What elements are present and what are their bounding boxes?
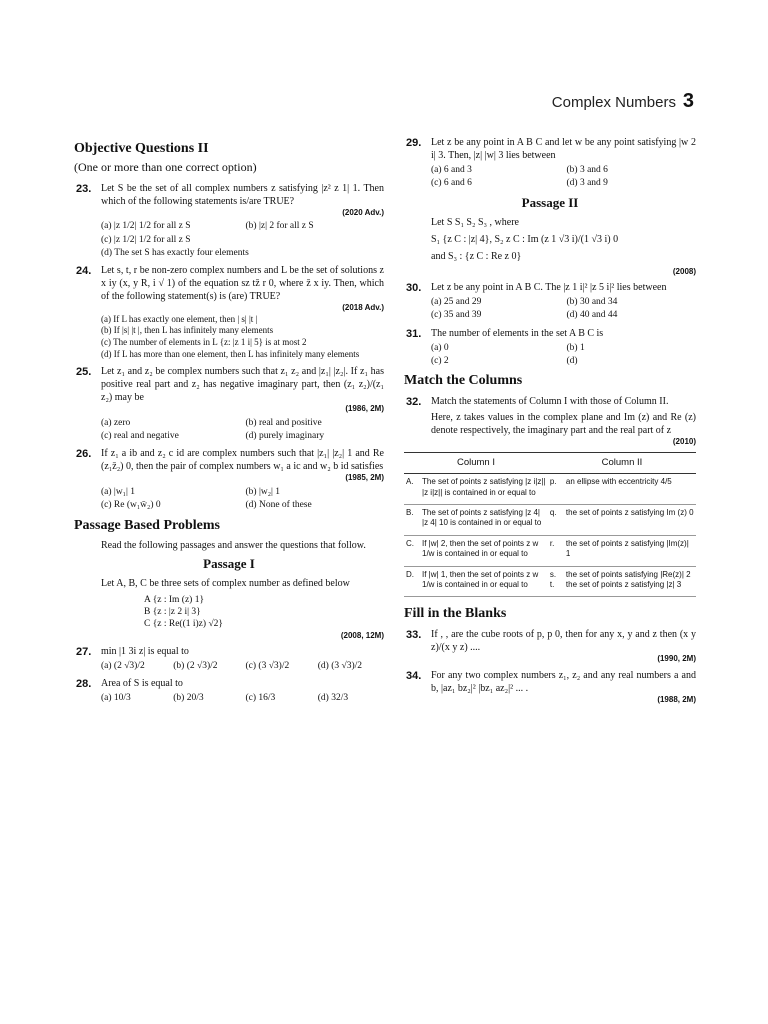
passage-1-text: Let A, B, C be three sets of complex number as defined below bbox=[101, 577, 350, 589]
option-d: (d) (3 √3)/2 bbox=[317, 661, 363, 671]
option-d: (d) purely imaginary bbox=[245, 431, 325, 442]
table-row: D. If |w| 1, then the set of points z w 1/w is contained in or equal to s. t. the set of points satisfying |Re(z)| 2 the set of points z satisfying |z| 3 bbox=[404, 566, 696, 597]
year-tag: (2018 Adv.) bbox=[342, 303, 384, 313]
question-number: 26. bbox=[76, 448, 92, 461]
question-34 bbox=[404, 669, 696, 705]
question-number: 24. bbox=[76, 265, 92, 278]
question-number: 34. bbox=[406, 669, 422, 682]
option-a: (a) |w₁| 1 bbox=[101, 486, 136, 497]
match-table bbox=[404, 452, 696, 597]
option-c: (c) 2 bbox=[431, 356, 449, 366]
option-b: (b) 1 bbox=[566, 342, 585, 353]
set-c: C {z : Re((1 i)z) √2} bbox=[144, 619, 223, 630]
section-title-passage: Passage Based Problems bbox=[74, 517, 220, 533]
options bbox=[101, 486, 384, 512]
options bbox=[101, 417, 384, 443]
question-text: Let z be any point in A B C and let w be any point satisfying |w 2 i| 3. Then, |z| |w| 3 lies between bbox=[431, 137, 696, 161]
question-text: Let S be the set of all complex numbers z satisfying |z² z 1| 1. Then which of the following statements is/are TRUE? bbox=[101, 182, 384, 207]
options bbox=[431, 342, 696, 368]
option-a: (a) If L has exactly one element, then | s| |t | bbox=[101, 313, 258, 324]
question-number: 28. bbox=[76, 678, 92, 691]
question-text: Let z be any point in A B C. The |z 1 i|² |z 5 i|² lies between bbox=[431, 281, 667, 293]
question-29 bbox=[404, 136, 696, 190]
option-c: (c) |z 1/2| 1/2 for all z S bbox=[101, 234, 191, 245]
options bbox=[101, 660, 384, 672]
question-text: Let z₁ and z₂ be complex numbers such that z₁ z₂ and |z₁| |z₂|. If z₁ has positive real part and z₂ has negative imaginary part, then (z₁ z₂)/(z₁ z₂) may be bbox=[101, 366, 384, 404]
option-a: (a) 25 and 29 bbox=[431, 296, 482, 307]
year-tag: (2008) bbox=[672, 266, 696, 276]
options bbox=[101, 220, 384, 259]
year-tag: (1990, 2M) bbox=[657, 653, 696, 663]
table-row: C. If |w| 2, then the set of points z w 1/w is contained in or equal to r. the set of points z satisfying |Im(z)| 1 bbox=[404, 535, 696, 566]
header-title: Complex Numbers bbox=[551, 94, 676, 111]
passage-2-line2: S₁ {z C : |z| 4}, S₂ z C : Im (z 1 √3 i)/(1 √3 i) 0 bbox=[431, 233, 619, 245]
option-c: (c) 35 and 39 bbox=[431, 310, 482, 321]
option-d: (d) 32/3 bbox=[317, 693, 349, 704]
year-tag: (1988, 2M) bbox=[657, 694, 696, 704]
page-number: 3 bbox=[682, 90, 694, 112]
option-c: (c) (3 √3)/2 bbox=[245, 661, 290, 671]
question-number: 33. bbox=[406, 628, 422, 641]
question-27 bbox=[74, 645, 384, 672]
option-d: (d) 40 and 44 bbox=[566, 310, 618, 321]
option-a: (a) zero bbox=[101, 417, 131, 428]
option-b: (b) 3 and 6 bbox=[566, 165, 608, 175]
option-b: (b) 20/3 bbox=[173, 693, 204, 704]
question-number: 23. bbox=[76, 182, 92, 195]
question-text-2: Here, z takes values in the complex plane and Im (z) and Re (z) denote respectively, the imaginary part and the real part of z bbox=[431, 411, 696, 436]
options bbox=[431, 296, 696, 322]
question-24 bbox=[74, 264, 384, 360]
question-25 bbox=[74, 365, 384, 442]
question-number: 30. bbox=[406, 281, 422, 294]
passage-1-title: Passage I bbox=[203, 555, 255, 571]
question-33 bbox=[404, 628, 696, 664]
set-a: A {z : Im (z) 1} bbox=[144, 594, 205, 605]
option-c: (c) The number of elements in L {z: |z 1 i| 5} is at most 2 bbox=[101, 336, 307, 347]
option-c: (c) real and negative bbox=[101, 431, 179, 442]
question-32 bbox=[404, 395, 696, 447]
option-b: (b) (2 √3)/2 bbox=[173, 661, 218, 671]
option-a: (a) (2 √3)/2 bbox=[101, 661, 145, 671]
question-30 bbox=[404, 281, 696, 322]
passage-2-line1: Let S S₁ S₂ S₃ , where bbox=[431, 216, 519, 228]
year-tag: (2008, 12M) bbox=[340, 630, 384, 640]
options bbox=[101, 314, 384, 361]
passage-2-title: Passage II bbox=[521, 194, 579, 210]
passage-2-line3: and S₃ : {z C : Re z 0} bbox=[431, 250, 522, 262]
option-c: (c) 16/3 bbox=[245, 693, 276, 704]
section-title-fill: Fill in the Blanks bbox=[404, 606, 507, 622]
option-b: (b) 30 and 34 bbox=[566, 296, 618, 307]
option-b: (b) |w₂| 1 bbox=[245, 486, 281, 497]
right-column bbox=[404, 136, 696, 710]
year-tag: (1985, 2M) bbox=[345, 473, 384, 483]
option-d: (d) bbox=[566, 356, 578, 366]
option-d: (d) None of these bbox=[245, 500, 312, 511]
option-d: (d) If L has more than one element, then L has infinitely many elements bbox=[101, 348, 360, 359]
options bbox=[101, 692, 384, 704]
table-row: A. The set of points z satisfying |z i|z|| |z i|z|| is contained in or equal to p. an ellipse with eccentricity 4/5 bbox=[404, 474, 696, 505]
question-number: 25. bbox=[76, 366, 92, 379]
option-a: (a) 10/3 bbox=[101, 693, 131, 704]
section-title-objective: Objective Questions II bbox=[74, 141, 209, 156]
question-31 bbox=[404, 327, 696, 368]
question-text: For any two complex numbers z₁, z₂ and any real numbers a and b, |az₁ bz₂|² |bz₁ az₂|² ... . bbox=[431, 669, 696, 694]
question-23 bbox=[74, 182, 384, 259]
question-28 bbox=[74, 677, 384, 704]
set-b: B {z : |z 2 i| 3} bbox=[144, 606, 201, 617]
option-b: (b) If |s| |t |, then L has infinitely many elements bbox=[101, 325, 274, 336]
option-a: (a) 6 and 3 bbox=[431, 165, 472, 175]
question-text: Area of S is equal to bbox=[101, 678, 183, 690]
section-subtitle: (One or more than one correct option) bbox=[74, 160, 257, 175]
column-2-header: Column II bbox=[548, 452, 696, 473]
question-text: If z₁ a ib and z₂ c id are complex numbers such that |z₁| |z₂| 1 and Re (z₁z̄₂) 0, then the pair of complex numbers w₁ a ic and w₂ b id satisfies bbox=[101, 448, 384, 473]
option-c: (c) 6 and 6 bbox=[431, 178, 472, 189]
question-26 bbox=[74, 447, 384, 511]
question-number: 27. bbox=[76, 646, 92, 658]
question-text: If , , are the cube roots of p, p 0, then for any x, y and z then (x y z)/(x y z) .... bbox=[431, 628, 696, 653]
question-text: min |1 3i z| is equal to bbox=[101, 646, 189, 657]
option-d: (d) The set S has exactly four elements bbox=[101, 247, 249, 258]
year-tag: (2010) bbox=[672, 436, 696, 446]
option-b: (b) |z| 2 for all z S bbox=[245, 221, 314, 232]
year-tag: (1986, 2M) bbox=[345, 404, 384, 414]
question-number: 31. bbox=[406, 327, 422, 340]
table-row: B. The set of points z satisfying |z 4| |z 4| 10 is contained in or equal to q. the set of points z satisfying Im (z) 0 bbox=[404, 505, 696, 536]
column-1-header: Column I bbox=[404, 452, 548, 473]
option-c: (c) Re (w₁w̄₂) 0 bbox=[101, 500, 161, 511]
passage-1-sets bbox=[74, 594, 384, 631]
question-number: 32. bbox=[406, 395, 422, 408]
question-text: Let s, t, r be non-zero complex numbers and L be the set of solutions z x iy (x, y R, i √ 1) of the equation sz tz̄ r 0, where z̄ x iy. Then, which of the following statement(s) is (are) TRUE? bbox=[101, 265, 384, 303]
option-d: (d) 3 and 9 bbox=[566, 178, 608, 189]
option-a: (a) |z 1/2| 1/2 for all z S bbox=[101, 221, 191, 232]
option-b: (b) real and positive bbox=[245, 417, 322, 428]
option-a: (a) 0 bbox=[431, 342, 449, 353]
question-text: The number of elements in the set A B C is bbox=[431, 327, 604, 339]
question-text: Match the statements of Column I with those of Column II. bbox=[431, 395, 669, 407]
year-tag: (2020 Adv.) bbox=[342, 207, 384, 217]
options bbox=[431, 164, 696, 190]
left-column bbox=[74, 136, 384, 710]
passage-intro: Read the following passages and answer the questions that follow. bbox=[101, 539, 366, 551]
section-title-match: Match the Columns bbox=[404, 373, 523, 389]
question-number: 29. bbox=[406, 137, 422, 149]
